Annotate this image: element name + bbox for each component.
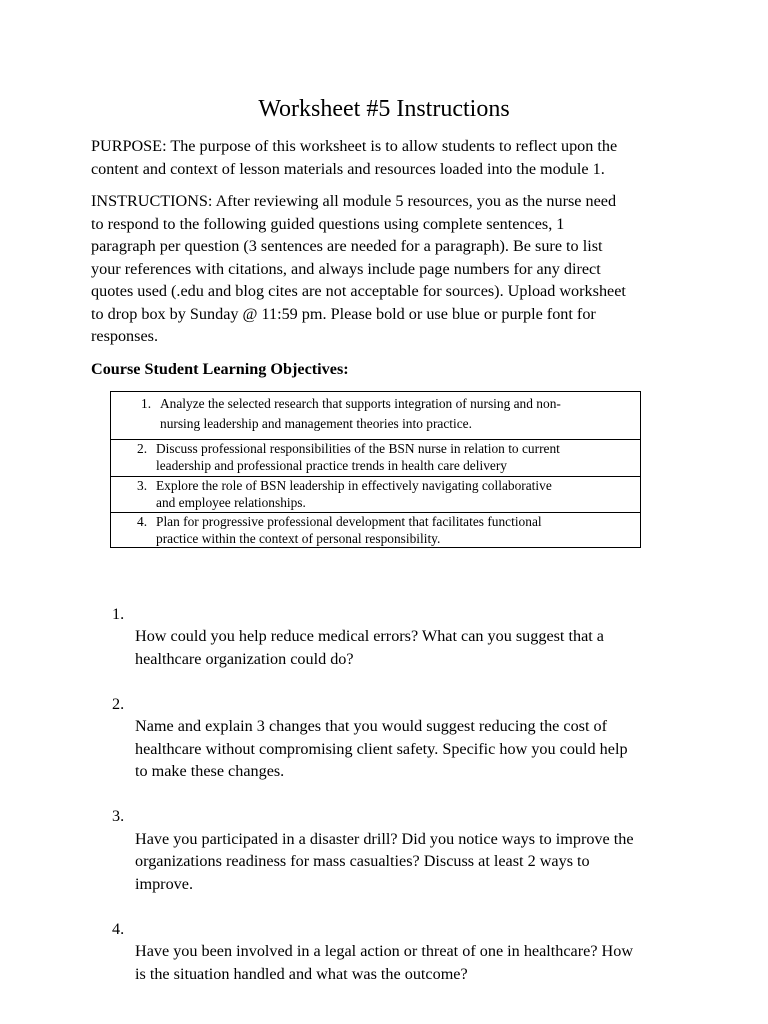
- objective-row: [111, 512, 640, 547]
- question-text: Name and explain 3 changes that you would suggest reducing the cost of healthcare without compromising client safety. Specific how you could help to make these changes.: [135, 717, 628, 780]
- question-item: [112, 670, 692, 783]
- objective-row: [111, 439, 640, 476]
- objectives-table: [110, 391, 641, 548]
- objective-number: 3.: [137, 478, 148, 493]
- question-number: 1.: [112, 604, 125, 623]
- objectives-heading: Course Student Learning Objectives:: [91, 360, 349, 378]
- objective-text: Explore the role of BSN leadership in effectively navigating collaborative and employee relationships.: [156, 478, 552, 510]
- question-text: How could you help reduce medical errors? What can you suggest that a healthcare organization could do?: [135, 627, 604, 668]
- objective-text: Analyze the selected research that supports integration of nursing and non- nursing leadership and management theories into practice.: [160, 396, 561, 431]
- purpose-paragraph: PURPOSE: The purpose of this worksheet is to allow students to reflect upon the content and context of lesson materials and resources loaded into the module 1.: [91, 137, 618, 178]
- instructions-paragraph: INSTRUCTIONS: After reviewing all module 5 resources, you as the nurse need to respond to the following guided questions using complete sentences, 1 paragraph per question (3 sentences are needed for a paragraph). Be sure to list your references with citations, and always include page numbers for any direct quotes used (.edu and blog cites are not acceptable for sources). Upload worksheet to drop box by Sunday @ 11:59 pm. Please bold or use blue or purple font for responses.: [91, 192, 626, 345]
- question-text: Have you been involved in a legal action or threat of one in healthcare? How is the situation handled and what was the outcome?: [135, 942, 634, 983]
- objective-number: 4.: [137, 514, 148, 529]
- question-number: 4.: [112, 919, 125, 938]
- objective-row: [111, 392, 640, 439]
- question-number: 3.: [112, 807, 125, 825]
- objective-text: Plan for progressive professional development that facilitates functional practice within the context of personal responsibility.: [156, 514, 542, 546]
- objective-number: 2.: [137, 441, 148, 456]
- objective-row: [111, 476, 640, 512]
- document-title: Worksheet #5 Instructions: [258, 96, 510, 122]
- question-text: Have you participated in a disaster drill? Did you notice ways to improve the organizations readiness for mass casualties? Discuss at least 2 ways to improve.: [135, 829, 634, 893]
- question-number: 2.: [112, 694, 125, 713]
- question-item: [112, 783, 692, 896]
- question-item: [112, 580, 692, 670]
- question-item: [112, 895, 692, 985]
- objective-number: 1.: [141, 396, 152, 411]
- questions-list: [112, 580, 692, 985]
- objective-text: Discuss professional responsibilities of the BSN nurse in relation to current leadership and professional practice trends in health care delivery: [156, 441, 560, 473]
